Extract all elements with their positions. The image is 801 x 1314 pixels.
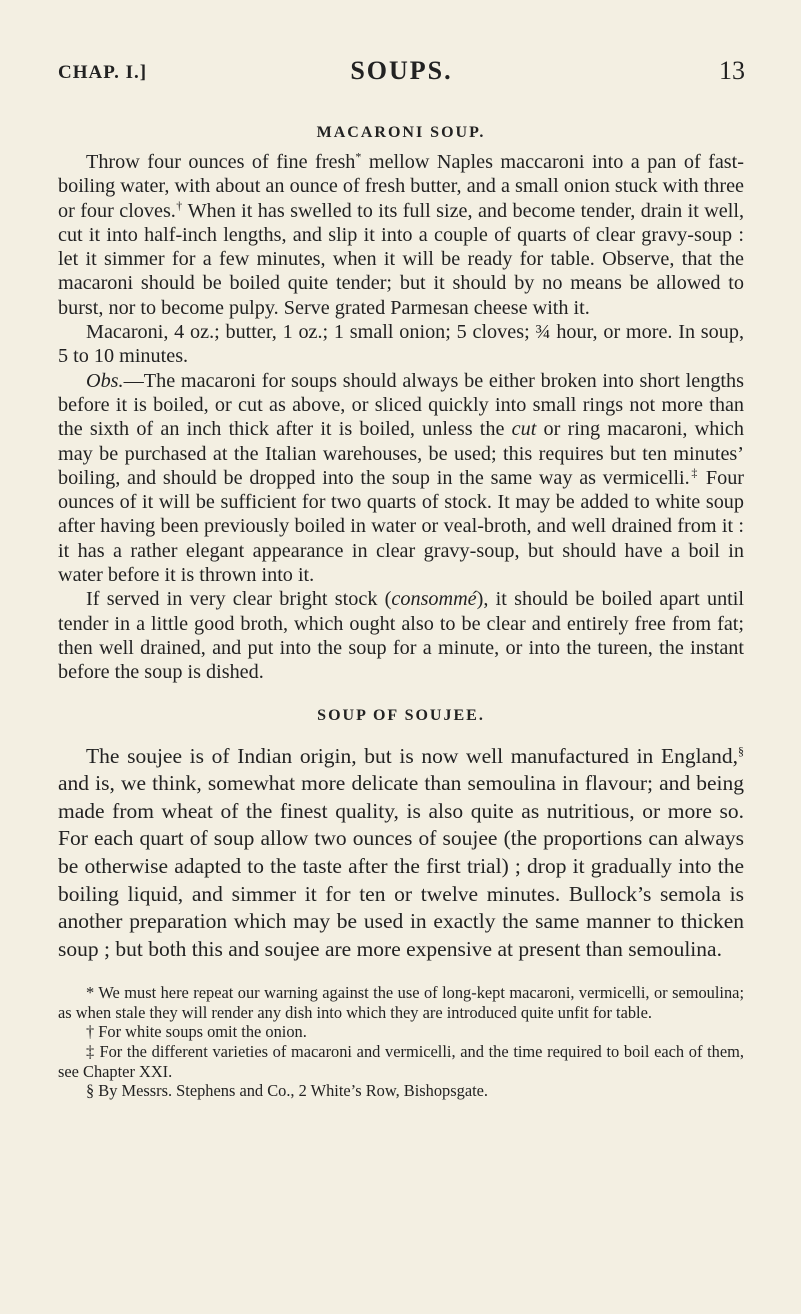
footnote-1: * We must here repeat our warning against the use of long-kept macaroni, vermicelli, or semoulina; as when stale they will render any dish into which they are introduced quite unfit for table. bbox=[58, 983, 744, 1022]
footnote-4: § By Messrs. Stephens and Co., 2 White’s Row, Bishopsgate. bbox=[86, 1081, 489, 1101]
footnotes bbox=[58, 983, 744, 1101]
paragraph-consomme bbox=[58, 587, 744, 684]
page-content bbox=[58, 124, 744, 1101]
footnote-mark: § bbox=[738, 743, 744, 758]
text-run: and is, we think, somewhat more delicate than semoulina in flavour; and being made from wheat of the finest quality, is also quite as nutritious, or more so. For each quart of soup allow two ounces of soujee (the proportions can always be otherwise adapted to the taste after the first trial) ; drop it gradually into the boiling liquid, and simmer it for ten or twelve minutes. Bullock’s semola is another preparation which may be used in exactly the same manner to thicken soup ; but both this and soujee are more expensive at present than semoulina. bbox=[58, 771, 744, 961]
obs-label: Obs. bbox=[86, 369, 124, 392]
text-run: mellow Naples maccaroni into a pan of fast-boiling water, with about an ounce of fresh butter, and a small onion stuck with three or four cloves. bbox=[58, 151, 744, 222]
paragraph-soujee bbox=[58, 743, 744, 964]
text-run: Throw four ounces of fine fresh bbox=[86, 151, 356, 173]
paragraph-observation bbox=[58, 369, 744, 588]
text-run: If served in very clear bright stock ( bbox=[86, 588, 392, 611]
paragraph-ingredients: Macaroni, 4 oz.; butter, 1 oz.; 1 small onion; 5 cloves; ¾ hour, or more. In soup, 5 to 10 minutes. bbox=[58, 321, 744, 368]
paragraph-macaroni-method bbox=[58, 150, 744, 320]
section-title-soujee-soup: SOUP OF SOUJEE. bbox=[317, 706, 485, 724]
running-title: SOUPS. bbox=[350, 56, 453, 85]
emphasis-cut: cut bbox=[511, 418, 537, 441]
text-run: —The macaroni for soups should always be either broken into short lengths before it is boiled, or cut as above, or sliced quickly into small rings not more than the sixth of an inch thick after it is boiled, unless the bbox=[58, 369, 744, 441]
text-run: Four ounces of it will be sufficient for two quarts of stock. It may be added to white soup after having been previously boiled in water or veal-broth, and well drained from it : it has a rather elegant appearance in clear gravy-soup, but should have a boil in water before it is thrown into it. bbox=[58, 466, 745, 587]
text-run: ), it should be boiled apart until tender in a little good broth, which ought also to be clear and entirely free from fat; then well drained, and put into the soup for a minute, or into the tureen, the instant before the soup is dished. bbox=[58, 588, 744, 684]
footnote-mark: * bbox=[355, 149, 362, 164]
text-run: or ring macaroni, which may be purchased at the Italian warehouses, be used; this requires but ten minutes’ boiling, and should be dropped into the soup in the same way as vermicelli. bbox=[58, 418, 744, 489]
chapter-reference: CHAP. I.] bbox=[58, 62, 148, 83]
footnote-mark: † bbox=[175, 197, 183, 212]
running-head bbox=[58, 56, 745, 90]
page-number: 13 bbox=[719, 56, 745, 85]
footnote-mark: ‡ bbox=[689, 465, 700, 480]
text-run: The soujee is of Indian origin, but is now well manufactured in England, bbox=[86, 743, 738, 768]
text-run: When it has swelled to its full size, and become tender, drain it well, cut it into half-inch lengths, and slip it into a couple of quarts of clear gravy-soup : let it simmer for a few minutes, when it will be ready for table. Observe, that the macaroni should be boiled quite tender; but it should by no means be allowed to burst, nor to become pulpy. Serve grated Parmesan cheese with it. bbox=[58, 199, 745, 319]
footnote-2: † For white soups omit the onion. bbox=[86, 1022, 307, 1042]
emphasis-consomme: consommé bbox=[391, 588, 477, 611]
section-title-macaroni-soup: MACARONI SOUP. bbox=[316, 124, 486, 141]
footnote-3: ‡ For the different varieties of macaroni and vermicelli, and the time required to boil each of them, see Chapter XXI. bbox=[58, 1042, 744, 1081]
